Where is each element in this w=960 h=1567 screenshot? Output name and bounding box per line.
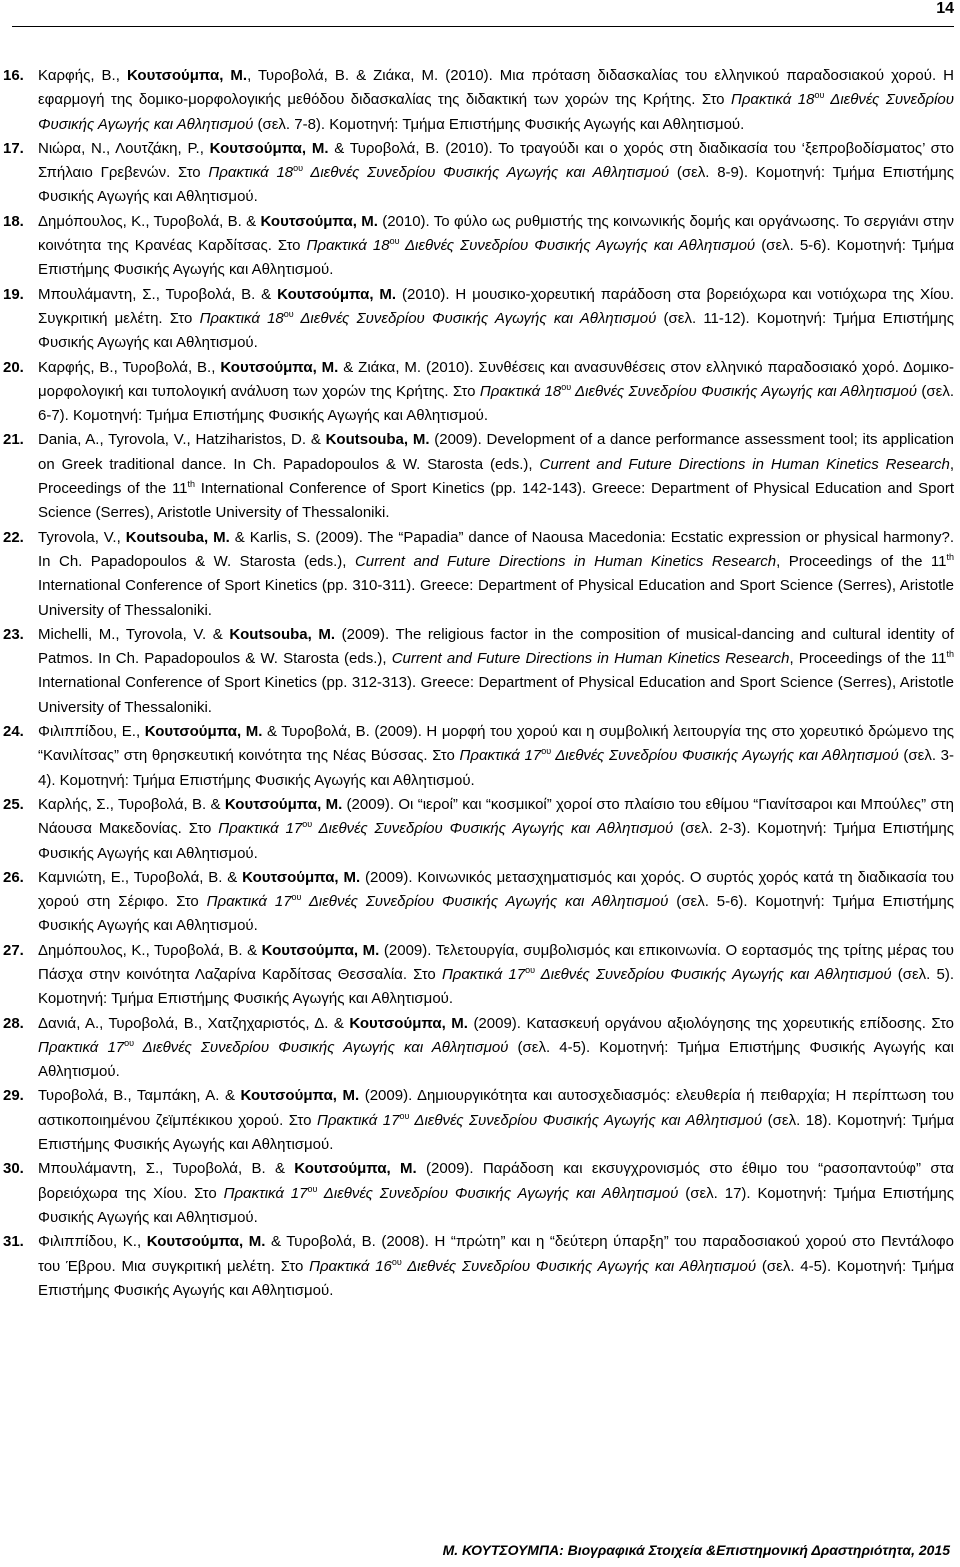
reference-item <box>0 137 960 210</box>
reference-segment: Dania, A., Tyrovola, V., Hatziharistos, D. & <box>38 431 326 449</box>
reference-segment: (σελ. 5-6). Κομοτηνή: Τμήμα Επιστήμης Φυσικής Αγωγής και Αθλητισμού. <box>38 893 954 935</box>
reference-segment: (σελ. 8-9). Κομοτηνή: Τμήμα Επιστήμης Φυσικής Αγωγής και Αθλητισμού. <box>38 164 955 206</box>
reference-text <box>38 723 954 789</box>
reference-segment: & Τυροβολά, Β. (2009). Η μορφή του χορού και η συμβολική λειτουργία της στο χορευτικό δρώμενο της “Κανιλίτσας” στη θρησκευτική κοινότητα της Νέας Βύσσας. Στο <box>38 723 955 765</box>
reference-list <box>0 64 960 1303</box>
header-divider <box>12 26 954 27</box>
proceedings-title: Διεθνές Συνεδρίου Φυσικής Αγωγής και Αθλητισμού <box>399 237 756 255</box>
ordinal-superscript: ου <box>291 892 302 903</box>
reference-segment: (σελ. 3-4). Κομοτηνή: Τμήμα Επιστήμης Φυσικής Αγωγής και Αθλητισμού. <box>38 747 955 789</box>
ordinal-superscript: ου <box>814 90 825 101</box>
reference-item <box>0 1230 960 1303</box>
author-highlight: Koutsouba, M. <box>229 625 336 643</box>
reference-segment: (σελ. 18). Κομοτηνή: Τμήμα Επιστήμης Φυσικής Αγωγής και Αθλητισμού. <box>38 1111 955 1154</box>
reference-segment: (2009). Οι “ιεροί” και “κοσμικοί” χοροί στο πλαίσιο του εθίμου “Γιανίτσαροι και Μπούλες” στη Νάουσα Μακεδονίας. Στο <box>38 795 954 838</box>
reference-segment: (σελ. 17). Κομοτηνή: Τμήμα Επιστήμης Φυσικής Αγωγής και Αθλητισμού. <box>38 1184 954 1226</box>
reference-number: 31. <box>3 1233 24 1251</box>
reference-segment: International Conference of Sport Kinetics (pp. 142-143). Greece: Department of Physical Education and Sport Science (Serres), Aristotle University of Thessaloniki. <box>38 480 954 522</box>
reference-segment: Tyrovola, V., <box>38 528 126 546</box>
reference-number: 22. <box>3 528 24 546</box>
ordinal-superscript: ου <box>293 163 304 174</box>
reference-segment: , Proceedings of the 11 <box>776 552 947 570</box>
reference-segment: (2009). The religious factor in the composition of musical-dancing and cultural identity of Patmos. In Ch. Papadopoulos & W. Starosta (eds.), <box>38 625 954 668</box>
author-highlight: Κουτσούμπα, Μ. <box>224 795 343 813</box>
reference-number: 17. <box>3 139 24 157</box>
reference-text <box>38 1015 954 1081</box>
proceedings-title: Πρακτικά 18 <box>208 164 294 182</box>
reference-item <box>0 720 960 793</box>
ordinal-superscript: ου <box>399 1110 410 1121</box>
ordinal-superscript: ου <box>391 1256 402 1267</box>
proceedings-title: Διεθνές Συνεδρίου Φυσικής Αγωγής και Αθλητισμού <box>293 309 657 327</box>
reference-segment: (σελ. 4-5). Κομοτηνή: Τμήμα Επιστήμης Φυσικής Αγωγής και Αθλητισμού. <box>38 1257 955 1299</box>
reference-segment: (σελ. 2-3). Κομοτηνή: Τμήμα Επιστήμης Φυσικής Αγωγής και Αθλητισμού. <box>38 820 954 862</box>
author-highlight: Κουτσούμπα, Μ. <box>277 285 397 303</box>
proceedings-title: Διεθνές Συνεδρίου Φυσικής Αγωγής και Αθλητισμού <box>409 1111 763 1129</box>
reference-segment: & Τυροβολά, Β. (2008). Η “πρώτη” και η “δεύτερη ύπαρξη” του παραδοσιακού χορού στο Πεντάλοφο του Έβρου. Μια συγκριτική μελέτη. Στο <box>38 1233 955 1275</box>
reference-segment: Δημόπουλος, Κ., Τυροβολά, Β. & <box>38 212 261 230</box>
ordinal-superscript: ου <box>389 236 400 247</box>
reference-segment: Καρφής, Β., Τυροβολά, Β., <box>38 358 221 376</box>
ordinal-superscript: ου <box>541 746 552 757</box>
proceedings-title: Πρακτικά 17 <box>459 747 542 765</box>
reference-segment: (σελ. 5-6). Κομοτηνή: Τμήμα Επιστήμης Φυσικής Αγωγής και Αθλητισμού. <box>38 237 955 279</box>
ordinal-superscript: ου <box>307 1183 318 1194</box>
reference-segment: Καρφής, Β., <box>38 67 127 84</box>
proceedings-title: Πρακτικά 17 <box>218 820 303 838</box>
ordinal-superscript: th <box>187 479 196 490</box>
reference-segment: Νιώρα, Ν., Λουτζάκη, Ρ., <box>38 139 210 157</box>
proceedings-title: Διεθνές Συνεδρίου Φυσικής Αγωγής και Αθλητισμού <box>312 820 674 838</box>
proceedings-title: Πρακτικά 17 <box>206 893 292 911</box>
reference-text <box>38 529 954 619</box>
reference-text <box>38 286 954 352</box>
proceedings-title: Πρακτικά 17 <box>441 965 526 983</box>
reference-number: 19. <box>3 285 24 303</box>
proceedings-title: Διεθνές Συνεδρίου Φυσικής Αγωγής και Αθλητισμού <box>401 1257 757 1275</box>
reference-item <box>0 526 960 623</box>
ordinal-superscript: th <box>946 551 954 562</box>
reference-text <box>38 626 954 716</box>
reference-segment: (σελ. 6-7). Κομοτηνή: Τμήμα Επιστήμης Φυσικής Αγωγής και Αθλητισμού. <box>38 382 955 425</box>
reference-segment: Δανιά, Α., Τυροβολά, Β., Χατζηχαριστός, Δ. & <box>38 1014 350 1032</box>
reference-number: 18. <box>3 212 24 230</box>
ordinal-superscript: th <box>946 649 954 660</box>
reference-segment: (σελ. 11-12). Κομοτηνή: Τμήμα Επιστήμης Φυσικής Αγωγής και Αθλητισμού. <box>38 309 955 352</box>
reference-segment: Καμνιώτη, Ε., Τυροβολά, Β. & <box>38 868 243 886</box>
reference-segment: , Τυροβολά, Β. & Ζιάκα, Μ. (2010). Μια πρόταση διδασκαλίας του ελληνικού παραδοσιακού χορού. Η εφαρμογή της δομικο-μορφολογικής μεθόδου διδασκαλίας της διδακτική των χορών της Κρήτης. Στο <box>38 67 955 109</box>
reference-segment: (2009). Κατασκευή οργάνου αξιολόγησης της χορευτικής επίδοσης. Στο <box>467 1014 955 1032</box>
proceedings-title: Πρακτικά 17 <box>223 1184 308 1202</box>
reference-segment: (σελ. 4-5). Κομοτηνή: Τμήμα Επιστήμης Φυσικής Αγωγής και Αθλητισμού. <box>38 1038 954 1081</box>
reference-segment: & Karlis, S. (2009). The “Papadia” dance of Naousa Macedonia: Ecstatic expression or physical harmony?. In Ch. Papadopoulos & W. Starosta (eds.), <box>38 528 955 570</box>
page-number: 14 <box>936 0 954 17</box>
proceedings-title: Πρακτικά 16 <box>309 1257 392 1275</box>
author-highlight: Κουτσούμπα, Μ. <box>146 1233 266 1251</box>
proceedings-title: Διεθνές Συνεδρίου Φυσικής Αγωγής και Αθλητισμού <box>134 1038 509 1056</box>
proceedings-title: Current and Future Directions in Human Kinetics Research <box>391 650 790 668</box>
reference-number: 26. <box>3 868 24 886</box>
proceedings-title: Διεθνές Συνεδρίου Φυσικής Αγωγής και Αθλητισμού <box>301 893 669 911</box>
reference-text <box>38 213 954 279</box>
reference-number: 16. <box>3 67 24 84</box>
proceedings-title: Πρακτικά 18 <box>306 237 390 255</box>
reference-segment: Δημόπουλος, Κ., Τυροβολά, Β. & <box>38 941 262 959</box>
reference-number: 29. <box>3 1087 24 1105</box>
reference-segment: International Conference of Sport Kinetics (pp. 310-311). Greece: Department of Physical Education and Sport Science (Serres), Aristotle University of Thessaloniki. <box>38 577 954 619</box>
reference-item <box>0 1157 960 1230</box>
reference-text <box>38 431 954 521</box>
reference-item <box>0 210 960 283</box>
ordinal-superscript: ου <box>561 381 572 392</box>
proceedings-title: Πρακτικά 18 <box>479 382 562 400</box>
author-highlight: Koutsouba, M. <box>125 528 230 546</box>
reference-segment: (2009). Development of a dance performance assessment tool; its application on Greek traditional dance. In Ch. Papadopoulos & W. Starosta (eds.), <box>38 431 954 473</box>
reference-item <box>0 283 960 356</box>
author-highlight: Koutsouba, M. <box>325 431 430 449</box>
proceedings-title: Διεθνές Συνεδρίου Φυσικής Αγωγής και Αθλητισμού <box>571 382 918 400</box>
reference-segment: (2009). Τελετουργία, συμβολισμός και επικοινωνία. Ο εορτασμός της τρίτης μέρας του Πάσχα στην κοινότητα Λαζαρίνα Καρδίτσας Θεσσαλία. Στο <box>38 941 954 983</box>
reference-segment: Καρλής, Σ., Τυροβολά, Β. & <box>38 795 225 813</box>
reference-text <box>38 67 954 133</box>
reference-text <box>38 1087 954 1153</box>
reference-number: 28. <box>3 1014 24 1032</box>
reference-text <box>38 869 954 935</box>
ordinal-superscript: ου <box>525 964 536 975</box>
proceedings-title: Διεθνές Συνεδρίου Φυσικής Αγωγής και Αθλητισμού <box>317 1184 679 1202</box>
proceedings-title: Διεθνές Συνεδρίου Φυσικής Αγωγής και Αθλητισμού <box>535 965 892 983</box>
reference-text <box>38 1160 954 1226</box>
reference-segment: (2009). Παράδοση και εκσυγχρονισμός στο έθιμο του “ρασοπαντούφ” στα βορειόχωρα της Χίου. Στο <box>38 1160 954 1202</box>
reference-number: 23. <box>3 625 24 643</box>
reference-segment: Μπουλάμαντη, Σ., Τυροβολά, Β. & <box>38 1160 295 1178</box>
reference-text <box>38 942 954 1008</box>
author-highlight: Κουτσούμπα, Μ. <box>144 723 263 741</box>
reference-item <box>0 1012 960 1085</box>
reference-item <box>0 356 960 429</box>
reference-number: 27. <box>3 941 24 959</box>
proceedings-title: Πρακτικά 18 <box>730 91 815 109</box>
author-highlight: Κουτσούμπα, Μ. <box>349 1014 468 1032</box>
author-highlight: Κουτσούμπα, Μ. <box>294 1160 417 1178</box>
proceedings-title: Πρακτικά 17 <box>316 1111 400 1129</box>
proceedings-title: Διεθνές Συνεδρίου Φυσικής Αγωγής και Αθλητισμού <box>38 91 954 133</box>
reference-item <box>0 1084 960 1157</box>
author-highlight: Κουτσούμπα, Μ. <box>126 67 248 84</box>
reference-text <box>38 359 954 425</box>
reference-number: 25. <box>3 795 24 813</box>
proceedings-title: Current and Future Directions in Human Kinetics Research <box>354 552 777 570</box>
reference-segment: & Ζιάκα, Μ. (2010). Συνθέσεις και ανασυνθέσεις στον ελληνικό παραδοσιακό χορό. Δομικο-μορφολογική και τυπολογική ανάλυση των χορών της Κρήτης. Στο <box>38 358 954 400</box>
reference-item <box>0 623 960 720</box>
author-highlight: Κουτσούμπα, Μ. <box>261 941 380 959</box>
page-footer: Μ. ΚΟΥΤΣΟΥΜΠΑ: Βιογραφικά Στοιχεία &Επιστημονική Δραστηριότητα, 2015 <box>442 1542 950 1558</box>
proceedings-title: Current and Future Directions in Human Kinetics Research <box>539 455 950 473</box>
reference-segment: & Τυροβολά, Β. (2010). Το τραγούδι και ο χορός στη διαδικασία του ‘ξεπροβοδίσματος’ στο Σπήλαιο Γρεβενών. Στο <box>38 139 954 182</box>
author-highlight: Κουτσούμπα, Μ. <box>220 358 339 376</box>
reference-segment: (2010). Το φύλο ως ρυθμιστής της κοινωνικής δομής και οργάνωσης. Το σεργιάνι στην κοινότητα της Κρανέας Καρδίτσας. Στο <box>38 212 954 255</box>
proceedings-title: Διεθνές Συνεδρίου Φυσικής Αγωγής και Αθλητισμού <box>551 747 899 765</box>
author-highlight: Κουτσούμπα, Μ. <box>209 139 329 157</box>
reference-segment: Μπουλάμαντη, Σ., Τυροβολά, Β. & <box>38 285 278 303</box>
reference-item <box>0 64 960 137</box>
reference-number: 24. <box>3 723 24 741</box>
author-highlight: Κουτσούμπα, Μ. <box>240 1087 360 1105</box>
reference-item <box>0 793 960 866</box>
reference-segment: (2010). Η μουσικο-χορευτική παράδοση στα βορειόχωρα και νοτιόχωρα της Χίου. Συγκριτική μελέτη. Στο <box>38 285 954 327</box>
reference-segment: Michelli, M., Tyrovola, V. & <box>38 625 230 643</box>
ordinal-superscript: ου <box>302 819 313 830</box>
reference-segment: (2009). Δημιουργικότητα και αυτοσχεδιασμός: ελευθερία ή πειθαρχία; Η περίπτωση του αστικοποιημένου ζεϊμπέκικου χορού. Στο <box>38 1087 954 1129</box>
reference-segment: , Proceedings of the 11 <box>789 650 947 668</box>
reference-number: 21. <box>3 431 24 449</box>
reference-segment: International Conference of Sport Kinetics (pp. 312-313). Greece: Department of Physical Education and Sport Science (Serres), Aristotle University of Thessaloniki. <box>38 674 954 716</box>
reference-text <box>38 796 954 862</box>
proceedings-title: Πρακτικά 17 <box>38 1038 125 1056</box>
reference-item <box>0 428 960 525</box>
reference-segment: , Proceedings of the 11 <box>38 455 954 498</box>
reference-segment: (σελ. 5). Κομοτηνή: Τμήμα Επιστήμης Φυσικής Αγωγής και Αθλητισμού. <box>38 965 955 1008</box>
ordinal-superscript: ου <box>124 1037 135 1048</box>
reference-text <box>38 1233 954 1299</box>
proceedings-title: Διεθνές Συνεδρίου Φυσικής Αγωγής και Αθλητισμού <box>303 164 670 182</box>
reference-number: 30. <box>3 1160 24 1178</box>
reference-number: 20. <box>3 358 24 376</box>
reference-segment: (σελ. 7-8). Κομοτηνή: Τμήμα Επιστήμης Φυσικής Αγωγής και Αθλητισμού. <box>253 115 745 133</box>
reference-segment: (2009). Κοινωνικός μετασχηματισμός και χορός. Ο συρτός χορός κατά τη διαδικασία του χορού στη Σέριφο. Στο <box>38 868 954 911</box>
ordinal-superscript: ου <box>283 308 294 319</box>
author-highlight: Κουτσούμπα, Μ. <box>260 212 378 230</box>
reference-text <box>38 140 954 206</box>
reference-item <box>0 939 960 1012</box>
reference-segment: Φιλιππίδου, Κ., <box>38 1233 147 1251</box>
proceedings-title: Πρακτικά 18 <box>199 309 284 327</box>
reference-segment: Τυροβολά, Β., Ταμπάκη, Α. & <box>38 1087 241 1105</box>
author-highlight: Κουτσούμπα, Μ. <box>242 868 361 886</box>
reference-item <box>0 866 960 939</box>
reference-segment: Φιλιππίδου, Ε., <box>38 723 145 741</box>
